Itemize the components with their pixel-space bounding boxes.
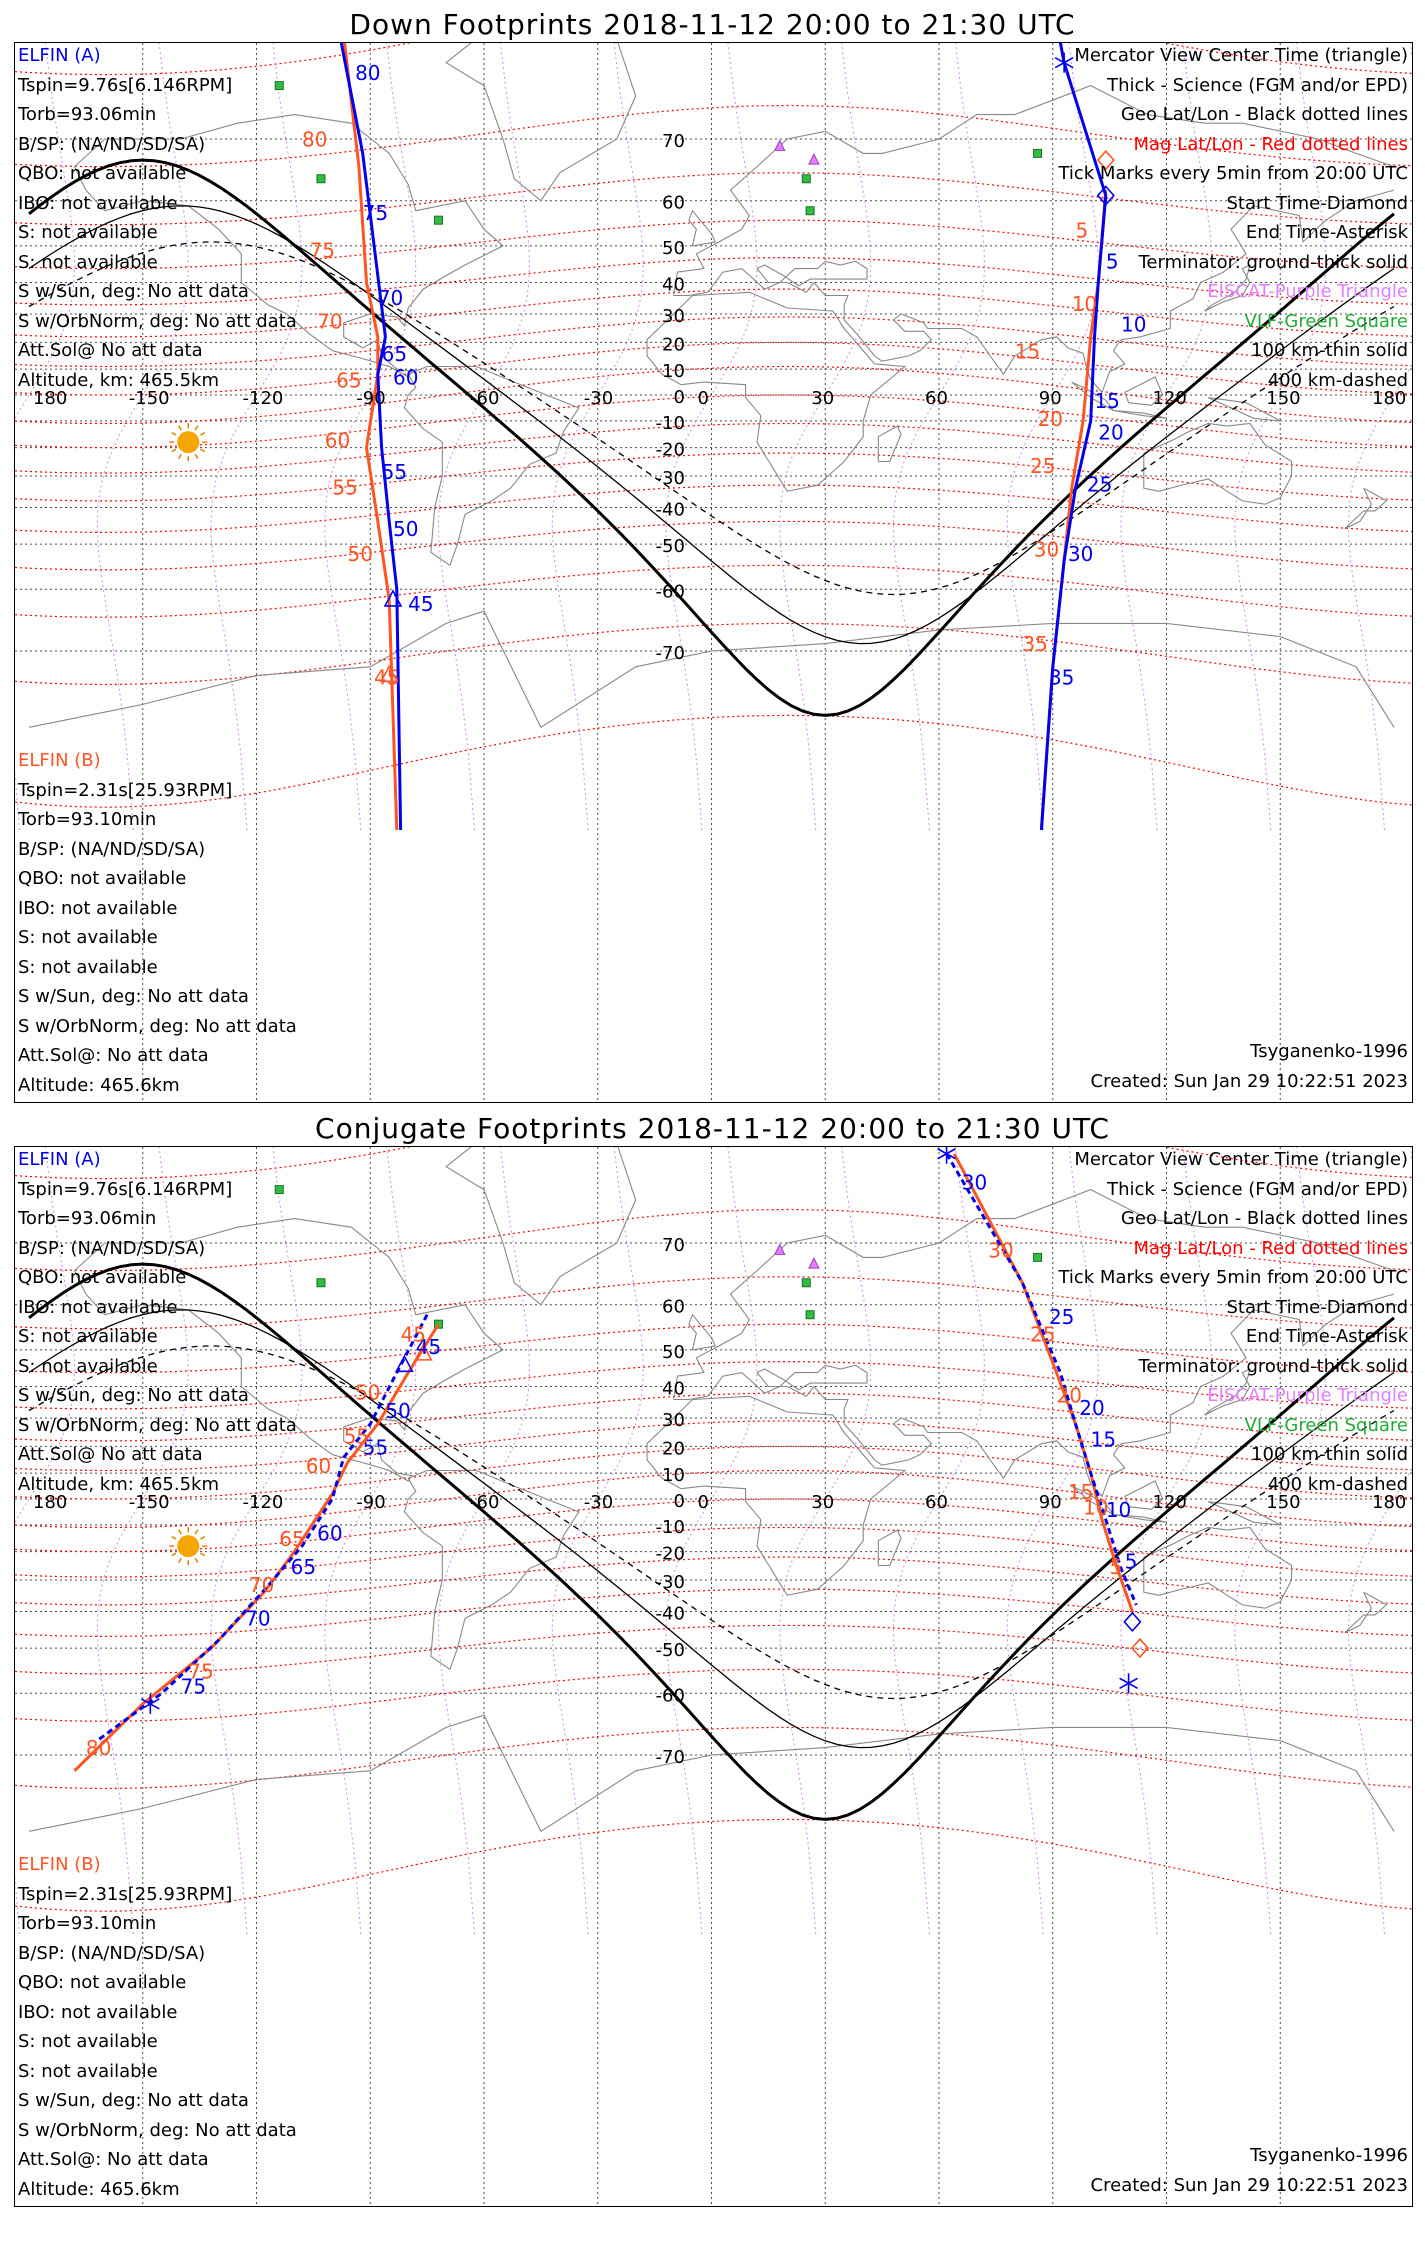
legend-entry: 400 km-dashed xyxy=(1267,1473,1408,1495)
elfin-a-tick-label: 55 xyxy=(381,460,408,485)
eiscat-triangle xyxy=(775,1244,785,1254)
latitude-tick-label: 10 xyxy=(662,1465,685,1487)
mag-latitude-line xyxy=(15,424,1412,474)
mag-latitude-line xyxy=(15,395,1412,448)
latitude-tick-label: 20 xyxy=(662,334,685,356)
vlf-square xyxy=(1034,1253,1042,1261)
coastline xyxy=(1345,1592,1387,1633)
elfin-a-tick-label: 5 xyxy=(1124,1549,1138,1574)
legend-entry: Mercator View Center Time (triangle) xyxy=(1074,45,1408,66)
mag-latitude-line xyxy=(15,1528,1412,1578)
latitude-tick-label: -40 xyxy=(655,499,685,521)
sun-ray xyxy=(195,454,198,458)
elfin-a-tick-label: 65 xyxy=(290,1555,317,1580)
longitude-tick-label: 180 xyxy=(1372,1492,1407,1513)
elfin-b-tick-label: 75 xyxy=(309,238,336,263)
elfin-a-tick-label: 45 xyxy=(408,592,434,617)
coastline xyxy=(878,426,901,461)
elfin-b-info-line: S: not available xyxy=(18,2060,158,2082)
elfin-b-info-line: QBO: not available xyxy=(18,868,187,889)
mag-latitude-line xyxy=(15,453,1412,501)
longitude-tick-label: 30 xyxy=(811,1492,835,1513)
coastline xyxy=(446,1147,636,1305)
vlf-square xyxy=(802,1279,810,1287)
mag-longitude-line xyxy=(666,1147,757,1934)
elfin-a-info-line: S w/Sun, deg: No att data xyxy=(18,281,249,302)
latitude-tick-label: 40 xyxy=(662,274,685,296)
sun-ray xyxy=(172,1553,176,1556)
sun-icon xyxy=(177,1535,199,1557)
latitude-tick-label: -60 xyxy=(655,581,685,603)
latitude-tick-label: 60 xyxy=(662,1296,685,1318)
latitude-tick-label: 70 xyxy=(662,1235,685,1256)
elfin-a-tick-label: 60 xyxy=(393,365,419,390)
longitude-tick-label: 0 xyxy=(697,1492,709,1513)
longitude-tick-label: -30 xyxy=(583,388,614,409)
elfin-a-info-line: S: not available xyxy=(18,1326,158,1347)
legend-entry: Thick - Science (FGM and/or EPD) xyxy=(1107,1178,1408,1200)
longitude-tick-label: 90 xyxy=(1038,388,1062,409)
elfin-a-info-line: B/SP: (NA/ND/SD/SA) xyxy=(18,133,206,155)
sun-ray xyxy=(179,1530,182,1534)
sun-ray xyxy=(195,426,198,430)
model-label: Tsyganenko-1996 xyxy=(1250,1041,1408,1062)
legend-entry: Thick - Science (FGM and/or EPD) xyxy=(1107,74,1408,96)
sun-ray xyxy=(200,449,204,452)
sun-ray xyxy=(172,449,176,452)
eiscat-triangle xyxy=(809,154,819,164)
elfin-a-tick-label: 10 xyxy=(1105,1498,1132,1523)
elfin-b-tick-label: 25 xyxy=(1030,1322,1056,1347)
map-legend xyxy=(1058,1146,1408,1499)
elfin-b-info-line: Torb=93.10min xyxy=(18,1913,157,1934)
elfin-b-tick-label: 45 xyxy=(374,665,400,690)
elfin-b-tick-label: 65 xyxy=(336,368,362,393)
longitude-tick-label: 180 xyxy=(33,388,68,409)
elfin-b-tick-label: 70 xyxy=(317,309,343,334)
vlf-square xyxy=(802,175,810,183)
legend-entry: Mag Lat/Lon - Red dotted lines xyxy=(1133,133,1408,155)
coastline xyxy=(1144,1528,1292,1609)
latitude-tick-label: 0 xyxy=(673,1491,685,1512)
elfin-a-info-line: Altitude, km: 465.5km xyxy=(18,1473,220,1495)
elfin-a-tick-label: 20 xyxy=(1079,1395,1105,1420)
longitude-tick-label: 180 xyxy=(1372,388,1407,409)
mag-latitude-line xyxy=(15,1669,1412,1721)
elfin-b-info-line: B/SP: (NA/ND/SD/SA) xyxy=(18,1942,206,1964)
elfin-b-tick-label: 30 xyxy=(988,1238,1014,1263)
elfin-b-info xyxy=(18,746,297,1100)
elfin-b-heading: ELFIN (B) xyxy=(18,1854,101,1875)
latitude-tick-label: -50 xyxy=(655,1640,685,1662)
conjugate-footprints-map[interactable] xyxy=(14,1146,1413,2207)
latitude-tick-label: -30 xyxy=(655,1572,685,1594)
elfin-a-info-line: B/SP: (NA/ND/SD/SA) xyxy=(18,1237,206,1259)
elfin-a-tick-label: 65 xyxy=(381,342,408,367)
elfin-a-tick-label: 30 xyxy=(961,1170,988,1195)
elfin-b-info-line: B/SP: (NA/ND/SD/SA) xyxy=(18,838,206,860)
longitude-tick-label: -90 xyxy=(356,1492,386,1513)
latitude-tick-label: 60 xyxy=(662,192,685,214)
latitude-tick-label: 50 xyxy=(662,237,685,259)
elfin-b-tick-label: 75 xyxy=(188,1659,214,1684)
longitude-tick-label: -90 xyxy=(356,388,386,409)
elfin-b-tick-label: 65 xyxy=(279,1527,305,1552)
latitude-tick-label: 40 xyxy=(662,1378,685,1400)
legend-entry: 100 km-thin solid xyxy=(1251,1444,1408,1465)
elfin-b-info-line: IBO: not available xyxy=(18,897,178,919)
mag-latitude-line xyxy=(15,565,1412,617)
elfin-a-tick-label: 75 xyxy=(362,201,389,226)
model-label: Tsyganenko-1996 xyxy=(1250,2145,1408,2166)
longitude-tick-label: 60 xyxy=(925,1492,948,1513)
elfin-a-info-line: Att.Sol@ No att data xyxy=(18,1444,203,1465)
created-label: Created: Sun Jan 29 10:22:51 2023 xyxy=(1090,2175,1408,2196)
sun-ray xyxy=(179,426,182,430)
elfin-a-tick-label: 25 xyxy=(1048,1305,1075,1330)
eiscat-triangle xyxy=(775,140,785,150)
created-label: Created: Sun Jan 29 10:22:51 2023 xyxy=(1090,1071,1408,1092)
elfin-b-info-line: S: not available xyxy=(18,927,158,948)
elfin-a-tick-label: 80 xyxy=(355,61,381,86)
sun-ray xyxy=(179,1558,182,1562)
elfin-b-tick-label: 20 xyxy=(1037,407,1064,432)
elfin-b-info-line: S: not available xyxy=(18,956,158,978)
elfin-b-info-line: Att.Sol@: No att data xyxy=(18,1045,209,1066)
coastline xyxy=(1144,424,1292,505)
mag-latitude-line xyxy=(15,485,1412,532)
down-footprints-title: Down Footprints 2018-11-12 20:00 to 21:30 UTC xyxy=(349,8,1076,41)
mag-longitude-line xyxy=(780,43,871,830)
elfin-b-tick-label: 50 xyxy=(347,541,373,566)
longitude-tick-label: -120 xyxy=(242,388,284,409)
elfin-a-tick-label: 55 xyxy=(362,1435,389,1460)
latitude-tick-label: 0 xyxy=(673,387,685,408)
elfin-b-info-line: S: not available xyxy=(18,2031,158,2052)
elfin-a-info-line: S w/OrbNorm, deg: No att data xyxy=(18,310,297,332)
legend-entry: Terminator: ground-thick solid xyxy=(1138,1355,1408,1377)
vlf-square xyxy=(1034,149,1042,157)
elfin-b-tick-label: 5 xyxy=(1075,218,1089,243)
start-diamond xyxy=(1124,1613,1140,1631)
vlf-square xyxy=(317,1279,325,1287)
elfin-a-info-line: S w/OrbNorm, deg: No att data xyxy=(18,1414,297,1436)
latitude-tick-label: -20 xyxy=(655,1543,685,1565)
elfin-b-tick-label: 25 xyxy=(1030,454,1056,479)
sun-ray xyxy=(200,1537,204,1540)
elfin-a-tick-label: 70 xyxy=(377,285,404,310)
elfin-b-tick-label: 50 xyxy=(355,1380,381,1405)
mag-longitude-line xyxy=(894,43,985,830)
coastline xyxy=(647,1396,905,1595)
elfin-b-heading: ELFIN (B) xyxy=(18,750,101,771)
vlf-square xyxy=(317,175,325,183)
elfin-b-info-line: Altitude: 465.6km xyxy=(18,2178,180,2200)
longitude-tick-label: -150 xyxy=(128,1492,170,1513)
sun-ray xyxy=(172,1537,176,1540)
longitude-tick-label: 120 xyxy=(1152,1492,1187,1513)
latitude-tick-label: 70 xyxy=(662,131,685,152)
elfin-a-tick-label: 45 xyxy=(415,1334,442,1359)
longitude-tick-label: 180 xyxy=(33,1492,68,1513)
elfin-a-info xyxy=(18,1146,297,1499)
elfin-a-info-line: Altitude, km: 465.5km xyxy=(18,369,220,391)
elfin-a-info-line: S w/Sun, deg: No att data xyxy=(18,1385,249,1406)
vlf-square xyxy=(806,207,814,215)
legend-entry: Tick Marks every 5min from 20:00 UTC xyxy=(1058,163,1408,184)
longitude-tick-label: -60 xyxy=(470,388,500,409)
elfin-a-info-line: QBO: not available xyxy=(18,163,187,184)
elfin-a-tick-label: 30 xyxy=(1067,541,1094,566)
elfin-a-tick-label: 25 xyxy=(1086,472,1113,497)
elfin-b-tick-label: 30 xyxy=(1033,537,1060,562)
elfin-b-info-line: Att.Sol@: No att data xyxy=(18,2149,209,2170)
latitude-tick-label: 20 xyxy=(662,1438,685,1460)
elfin-a-tick-label: 70 xyxy=(245,1606,271,1631)
elfin-b-tick-label: 80 xyxy=(302,127,328,152)
sun-ray xyxy=(200,433,204,436)
elfin-b-tick-label: 35 xyxy=(1022,632,1048,656)
legend-entry: Start Time-Diamond xyxy=(1226,1296,1408,1318)
elfin-b-info-line: Altitude: 465.6km xyxy=(18,1074,180,1096)
longitude-tick-label: -30 xyxy=(583,1492,614,1513)
elfin-a-info-line: QBO: not available xyxy=(18,1267,187,1288)
legend-entry: End Time-Asterisk xyxy=(1245,1326,1408,1347)
elfin-b-info-line: Torb=93.10min xyxy=(18,809,157,830)
conjugate-footprints-title: Conjugate Footprints 2018-11-12 20:00 to 21:30 UTC xyxy=(315,1112,1110,1145)
elfin-b-info-line: Tspin=2.31s[25.93RPM] xyxy=(18,1883,233,1905)
elfin-b-tick-label: 70 xyxy=(248,1573,275,1598)
elfin-b-info-line: S w/OrbNorm, deg: No att data xyxy=(18,2119,297,2141)
elfin-a-info-line: Att.Sol@ No att data xyxy=(18,340,203,361)
longitude-tick-label: 90 xyxy=(1038,1492,1062,1513)
legend-entry: End Time-Asterisk xyxy=(1245,222,1408,243)
vlf-square xyxy=(806,1311,814,1319)
longitude-tick-label: 60 xyxy=(925,388,948,409)
elfin-a-info-line: S: not available xyxy=(18,1355,158,1377)
elfin-a-tick-label: 75 xyxy=(180,1674,207,1699)
elfin-a-info-line: Torb=93.06min xyxy=(18,1208,157,1229)
vlf-square xyxy=(435,216,443,224)
legend-entry: VLF-Green Square xyxy=(1244,310,1408,332)
elfin-b-tick-label: 55 xyxy=(343,1424,370,1449)
longitude-tick-label: 150 xyxy=(1266,388,1301,409)
sun-ray xyxy=(195,1558,198,1562)
elfin-a-info-line: Torb=93.06min xyxy=(18,104,157,125)
elfin-a-info-line: Tspin=9.76s[6.146RPM] xyxy=(18,74,233,96)
map-legend xyxy=(1058,42,1408,395)
longitude-tick-label: -120 xyxy=(242,1492,284,1513)
elfin-a-info-line: S: not available xyxy=(18,251,158,273)
elfin-a-heading: ELFIN (A) xyxy=(18,1149,101,1170)
elfin-a-info-line: Tspin=9.76s[6.146RPM] xyxy=(18,1178,233,1200)
sun-ray xyxy=(172,433,176,436)
latitude-tick-label: -70 xyxy=(655,1747,685,1768)
sun-ray xyxy=(179,454,182,458)
latitude-tick-label: 30 xyxy=(662,305,685,327)
elfin-a-info-line: S: not available xyxy=(18,222,158,243)
longitude-tick-label: 30 xyxy=(811,388,835,409)
sun-icon xyxy=(177,431,199,453)
legend-entry: 400 km-dashed xyxy=(1267,369,1408,391)
elfin-a-tick-label: 50 xyxy=(393,517,419,542)
elfin-b-info-line: IBO: not available xyxy=(18,2001,178,2023)
elfin-a-tick-label: 20 xyxy=(1098,420,1124,445)
coastline xyxy=(878,1530,901,1565)
elfin-b-info-line: S w/Sun, deg: No att data xyxy=(18,986,249,1007)
elfin-b-tick-label: 20 xyxy=(1056,1383,1082,1408)
elfin-a-tick-label: 5 xyxy=(1105,249,1119,274)
elfin-a-tick-label: 60 xyxy=(317,1521,343,1546)
elfin-a-tick-label: 15 xyxy=(1090,1427,1117,1452)
elfin-a-info xyxy=(18,42,297,395)
legend-entry: Mercator View Center Time (triangle) xyxy=(1074,1149,1408,1170)
longitude-tick-label: 120 xyxy=(1152,388,1187,409)
elfin-b-info-line: Tspin=2.31s[25.93RPM] xyxy=(18,779,233,801)
latitude-tick-label: 30 xyxy=(662,1409,685,1431)
mag-latitude-line xyxy=(15,1499,1412,1552)
mag-latitude-line xyxy=(15,1589,1412,1636)
elfin-b-tick-label: 15 xyxy=(1067,1480,1094,1504)
elfin-b-tick-label: 10 xyxy=(1071,291,1098,316)
legend-entry: 100 km-thin solid xyxy=(1251,340,1408,361)
elfin-b-info-line: QBO: not available xyxy=(18,1972,187,1993)
legend-entry: EISCAT-Purple Triangle xyxy=(1207,281,1408,302)
down-footprints-map[interactable] xyxy=(14,42,1413,1103)
legend-entry: VLF-Green Square xyxy=(1244,1414,1408,1436)
longitude-tick-label: 150 xyxy=(1266,1492,1301,1513)
elfin-a-tick-label: 35 xyxy=(1048,665,1075,690)
legend-entry: Start Time-Diamond xyxy=(1226,192,1408,214)
elfin-a-tick-label: 10 xyxy=(1121,312,1147,337)
elfin-b-info xyxy=(18,1850,297,2204)
coastline xyxy=(446,43,636,201)
legend-entry: Terminator: ground-thick solid xyxy=(1138,251,1408,273)
mag-latitude-line xyxy=(15,1557,1412,1605)
sun-ray xyxy=(195,1530,198,1534)
latitude-tick-label: -40 xyxy=(655,1603,685,1625)
latitude-tick-label: 10 xyxy=(662,361,685,383)
sun-ray xyxy=(200,1553,204,1556)
elfin-b-tick-label: 60 xyxy=(324,428,351,453)
longitude-tick-label: -60 xyxy=(470,1492,500,1513)
legend-entry: Mag Lat/Lon - Red dotted lines xyxy=(1133,1237,1408,1259)
elfin-b-info-line: S w/Sun, deg: No att data xyxy=(18,2090,249,2111)
elfin-b-tick-label: 15 xyxy=(1014,339,1041,364)
latitude-tick-label: -50 xyxy=(655,536,685,558)
latitude-tick-label: -60 xyxy=(655,1685,685,1707)
legend-entry: Geo Lat/Lon - Black dotted lines xyxy=(1120,1208,1408,1229)
longitude-tick-label: 0 xyxy=(697,388,709,409)
legend-entry: Geo Lat/Lon - Black dotted lines xyxy=(1120,104,1408,125)
latitude-tick-label: -70 xyxy=(655,643,685,664)
elfin-b-tick-label: 10 xyxy=(1083,1495,1109,1520)
elfin-b-info-line: S w/OrbNorm, deg: No att data xyxy=(18,1015,297,1037)
coastline xyxy=(1345,488,1387,529)
legend-entry: EISCAT-Purple Triangle xyxy=(1207,1385,1408,1406)
legend-entry: Tick Marks every 5min from 20:00 UTC xyxy=(1058,1267,1408,1288)
elfin-a-info-line: IBO: not available xyxy=(18,1296,178,1318)
elfin-b-tick-label: 60 xyxy=(305,1454,332,1479)
latitude-tick-label: -20 xyxy=(655,439,685,461)
elfin-a-tick-label: 50 xyxy=(385,1398,411,1423)
mag-longitude-line xyxy=(666,43,757,830)
elfin-a-heading: ELFIN (A) xyxy=(18,45,101,66)
latitude-tick-label: -10 xyxy=(655,412,685,434)
elfin-b-tick-label: 80 xyxy=(85,1736,112,1760)
elfin-b-tick-label: 5 xyxy=(1109,1555,1123,1580)
eiscat-triangle xyxy=(809,1258,819,1268)
elfin-b-tick-label: 45 xyxy=(400,1322,427,1347)
mag-longitude-line xyxy=(780,1147,871,1934)
elfin-b-tick-label: 55 xyxy=(332,475,358,500)
mag-longitude-line xyxy=(894,1147,988,1934)
coastline xyxy=(647,292,905,491)
elfin-a-info-line: IBO: not available xyxy=(18,192,178,214)
elfin-a-tick-label: 15 xyxy=(1094,388,1120,413)
latitude-tick-label: -30 xyxy=(655,468,685,490)
latitude-tick-label: -10 xyxy=(655,1516,685,1538)
latitude-tick-label: 50 xyxy=(662,1341,685,1363)
longitude-tick-label: -150 xyxy=(128,388,170,409)
